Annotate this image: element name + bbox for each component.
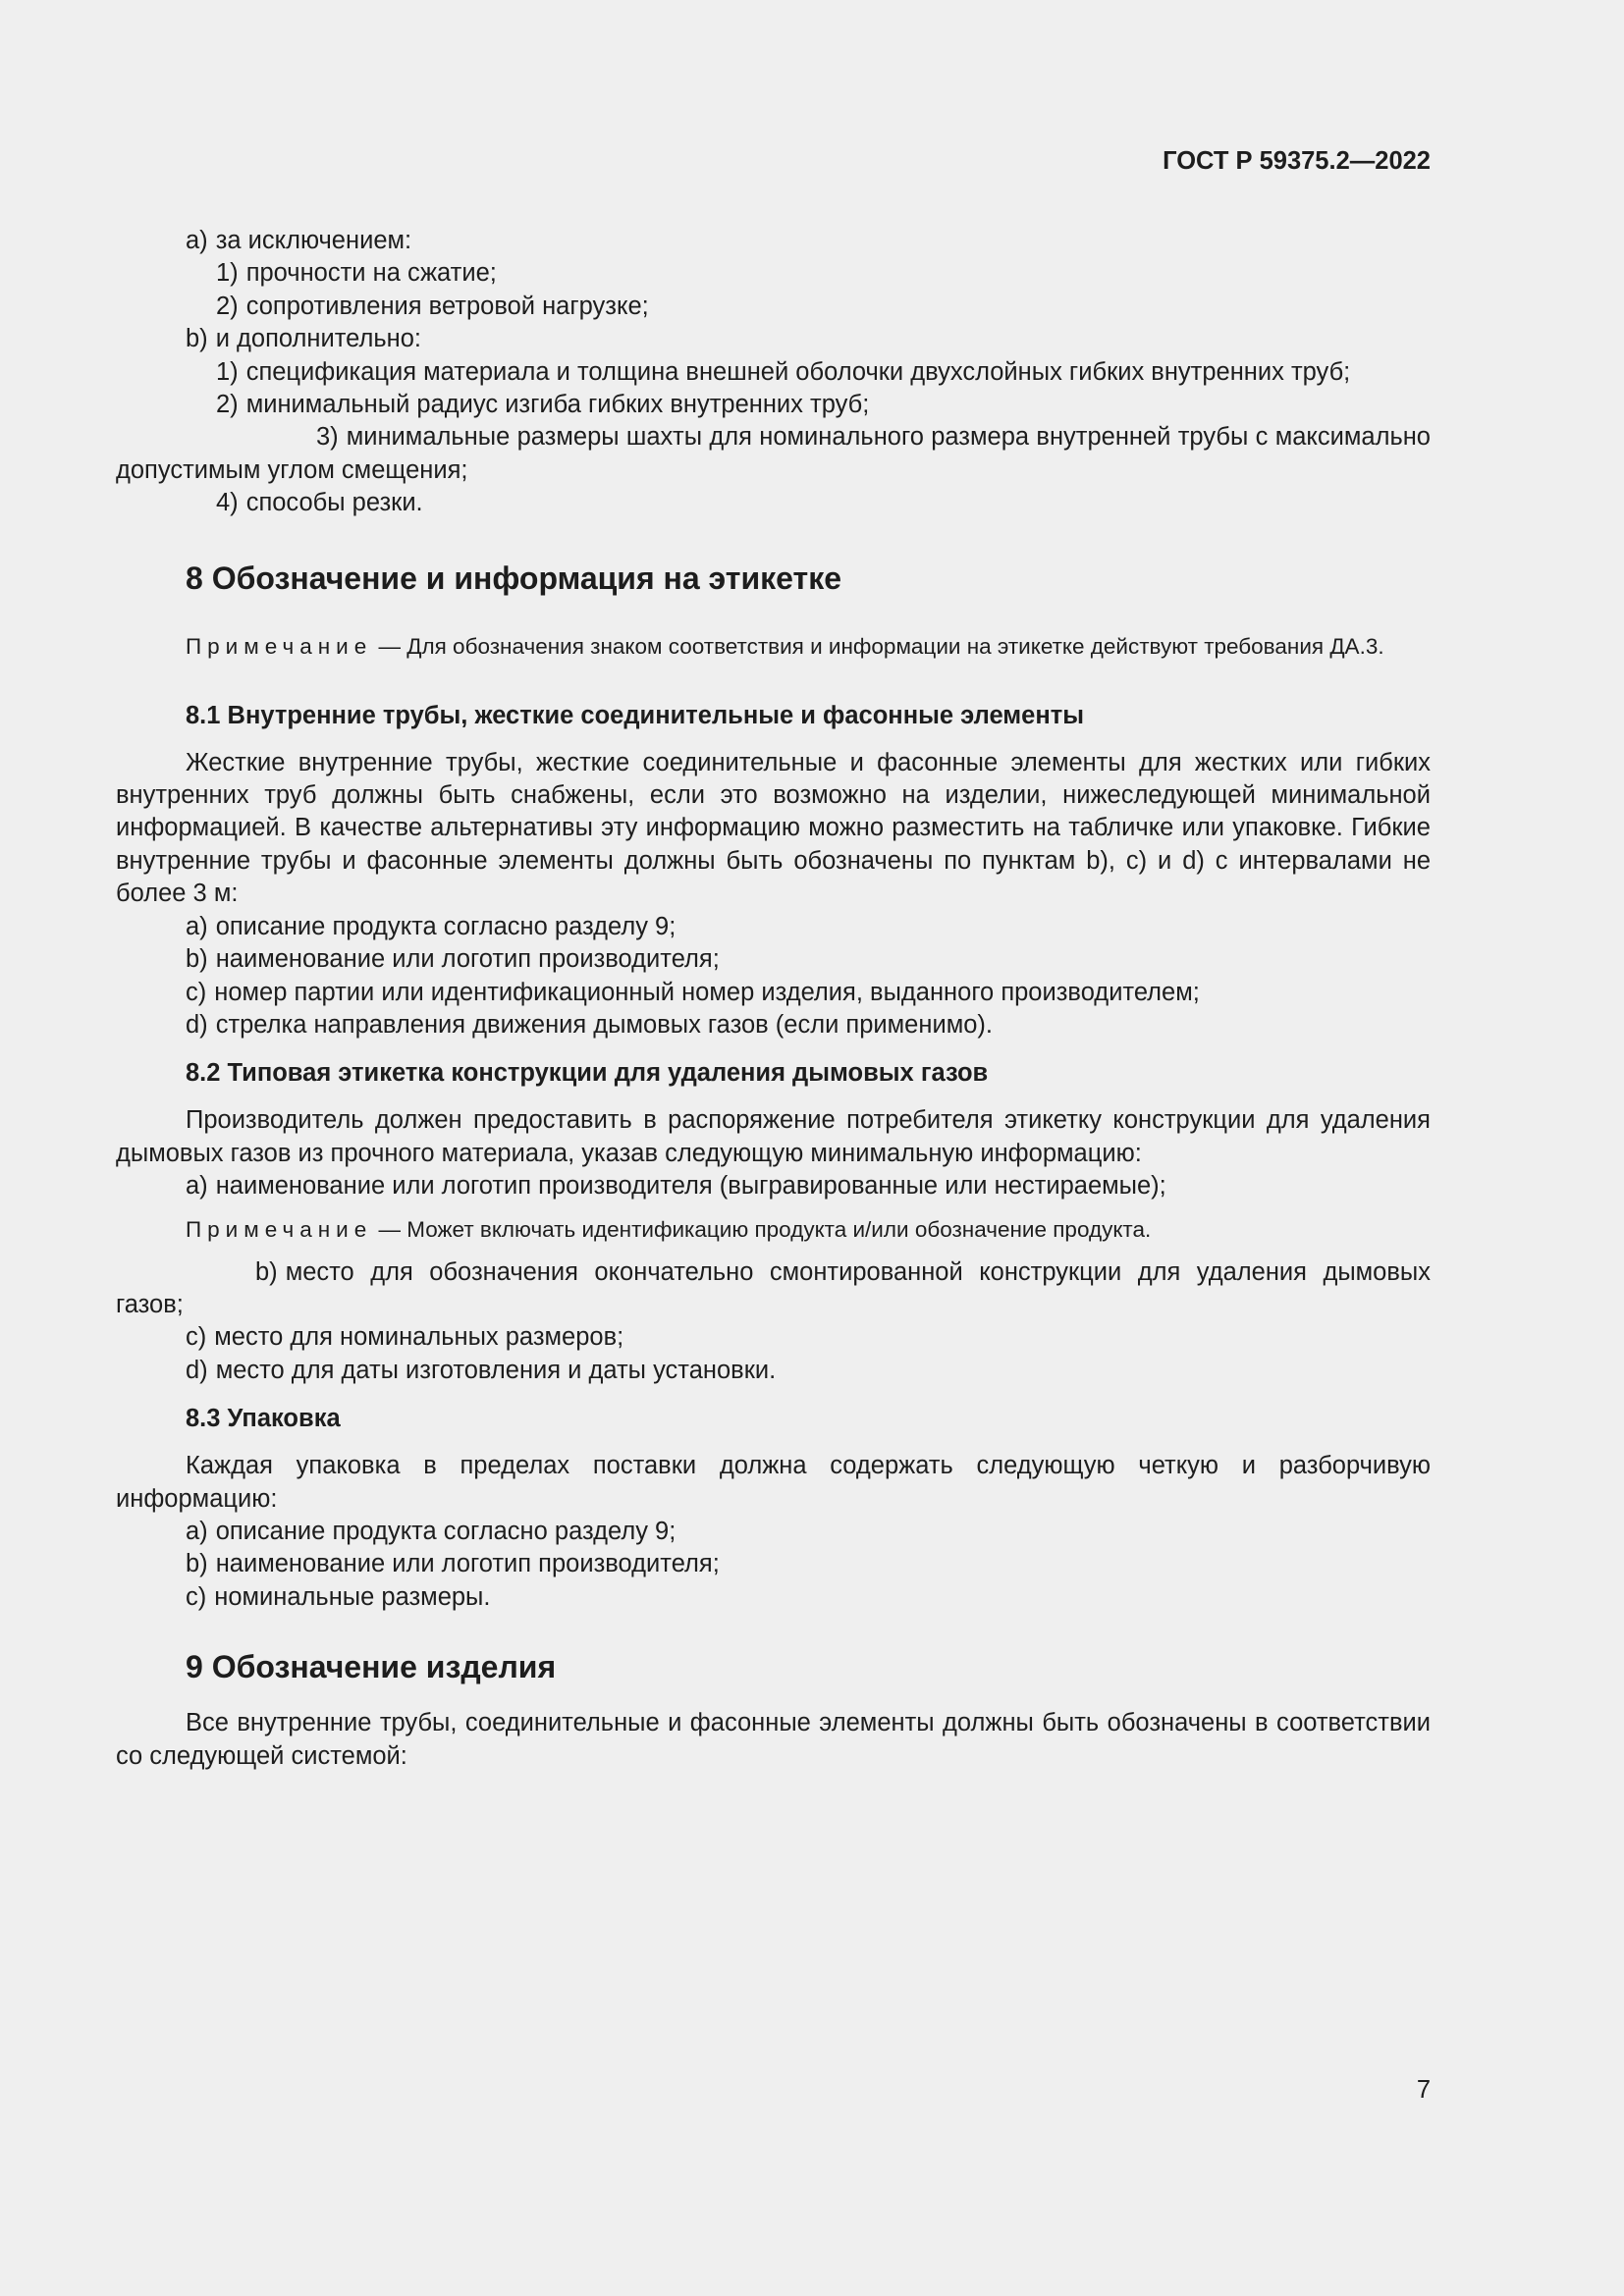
list-text: наименование или логотип производителя (выгравированные или нестираемые); bbox=[215, 1172, 1166, 1201]
list-item bbox=[116, 1321, 1431, 1354]
list-item bbox=[116, 911, 1431, 943]
note-label: Примечание bbox=[186, 1216, 373, 1242]
section-8-3-paragraph: Каждая упаковка в пределах поставки должна содержать следующую четкую и разборчивую информацию: bbox=[116, 1452, 1431, 1513]
list-text: описание продукта согласно разделу 9; bbox=[215, 1517, 677, 1545]
list-label: c) bbox=[186, 1323, 207, 1352]
list-item-a bbox=[116, 225, 1431, 257]
list-label: c) bbox=[186, 1582, 207, 1611]
note-dash: — bbox=[372, 1216, 407, 1242]
section-8-2-note bbox=[116, 1215, 1431, 1245]
list-label: b) bbox=[186, 325, 208, 353]
list-text: сопротивления ветровой нагрузке; bbox=[245, 292, 649, 320]
note-text: Для обозначения знаком соответствия и информации на этикетке действуют требования ДА.3. bbox=[406, 633, 1384, 659]
list-label: 1) bbox=[216, 259, 239, 288]
list-item bbox=[116, 1581, 1431, 1614]
section-8-note bbox=[116, 632, 1431, 662]
section-8-2-title: 8.2 Типовая этикетка конструкции для удаления дымовых газов bbox=[186, 1059, 989, 1088]
list-item bbox=[116, 1355, 1431, 1387]
list-text: минимальные размеры шахты для номинального размера внутренней трубы с максимально допустимым углом смещения; bbox=[116, 423, 1431, 484]
page-number: 7 bbox=[1416, 2076, 1431, 2104]
list-a-b bbox=[116, 225, 1431, 520]
list-text: место для номинальных размеров; bbox=[214, 1323, 624, 1352]
list-label: 4) bbox=[216, 489, 239, 517]
page-content bbox=[116, 225, 1431, 1773]
section-8-title: 8 Обозначение и информация на этикетке bbox=[186, 560, 842, 596]
list-text: место для обозначения окончательно смонтированной конструкции для удаления дымовых газов; bbox=[116, 1257, 1431, 1318]
section-8-3-list bbox=[116, 1516, 1431, 1614]
note-dash: — bbox=[372, 633, 407, 659]
list-label: a) bbox=[186, 227, 208, 254]
list-label: d) bbox=[186, 1010, 208, 1039]
section-8-1-list bbox=[116, 911, 1431, 1042]
section-8-3-title: 8.3 Упаковка bbox=[186, 1405, 341, 1433]
list-label: b) bbox=[255, 1257, 278, 1286]
note-label: Примечание bbox=[186, 633, 373, 659]
section-9-title: 9 Обозначение изделия bbox=[186, 1649, 557, 1685]
list-label: 1) bbox=[216, 357, 239, 386]
note-text: Может включать идентификацию продукта и/или обозначение продукта. bbox=[406, 1216, 1152, 1242]
list-label: d) bbox=[186, 1356, 208, 1384]
list-item bbox=[116, 977, 1431, 1009]
list-text: номинальные размеры. bbox=[214, 1582, 491, 1611]
list-label: a) bbox=[186, 912, 208, 940]
list-item-b-3 bbox=[116, 421, 1431, 487]
section-8-2-paragraph: Производитель должен предоставить в распоряжение потребителя этикетку конструкции для удаления дымовых газов из прочного материала, указав следующую минимальную информацию: bbox=[116, 1106, 1431, 1167]
list-item-b-2 bbox=[116, 389, 1431, 421]
section-9-paragraph: Все внутренние трубы, соединительные и фасонные элементы должны быть обозначены в соответствии со следующей системой: bbox=[116, 1709, 1431, 1770]
list-text: стрелка направления движения дымовых газов (если применимо). bbox=[215, 1010, 993, 1039]
list-label: b) bbox=[186, 945, 208, 974]
list-label: 3) bbox=[316, 423, 339, 452]
list-item bbox=[116, 1170, 1431, 1202]
list-item bbox=[116, 1516, 1431, 1548]
list-label: c) bbox=[186, 978, 207, 1006]
list-text: способы резки. bbox=[245, 489, 423, 517]
list-text: прочности на сжатие; bbox=[245, 259, 497, 288]
list-text: описание продукта согласно разделу 9; bbox=[215, 912, 677, 940]
list-item bbox=[116, 1256, 1431, 1322]
list-label: b) bbox=[186, 1550, 208, 1578]
list-item-b bbox=[116, 323, 1431, 355]
list-item bbox=[116, 943, 1431, 976]
list-item-b-4 bbox=[116, 487, 1431, 519]
section-8-1-paragraph: Жесткие внутренние трубы, жесткие соединительные и фасонные элементы для жестких или гибких внутренних труб должны быть снабжены, если это возможно на изделии, нижеследующей минимальной информацией. В качестве альтернативы эту информацию можно разместить на табличке или упаковке. Гибкие внутренние трубы и фасонные элементы должны быть обозначены по пунктам b), c) и d) с интервалами не более 3 м: bbox=[116, 748, 1431, 908]
list-label: 2) bbox=[216, 391, 239, 419]
list-text: место для даты изготовления и даты установки. bbox=[215, 1356, 777, 1384]
list-item-a-2 bbox=[116, 291, 1431, 323]
list-item bbox=[116, 1009, 1431, 1041]
list-item-b-1 bbox=[116, 356, 1431, 389]
list-label: 2) bbox=[216, 292, 239, 320]
section-8-1-title: 8.1 Внутренние трубы, жесткие соединительные и фасонные элементы bbox=[186, 701, 1085, 729]
list-text: наименование или логотип производителя; bbox=[215, 1550, 720, 1578]
list-label: a) bbox=[186, 1172, 208, 1201]
list-text: и дополнительно: bbox=[215, 325, 421, 353]
list-text: номер партии или идентификационный номер изделия, выданного производителем; bbox=[214, 978, 1200, 1006]
list-label: a) bbox=[186, 1517, 208, 1545]
list-text: наименование или логотип производителя; bbox=[215, 945, 720, 974]
list-text: спецификация материала и толщина внешней оболочки двухслойных гибких внутренних труб; bbox=[245, 357, 1351, 386]
list-item-a-1 bbox=[116, 257, 1431, 290]
list-item bbox=[116, 1548, 1431, 1580]
list-text: минимальный радиус изгиба гибких внутренних труб; bbox=[245, 391, 870, 419]
list-text: за исключением: bbox=[215, 227, 412, 254]
standard-number: ГОСТ Р 59375.2—2022 bbox=[1163, 147, 1431, 175]
